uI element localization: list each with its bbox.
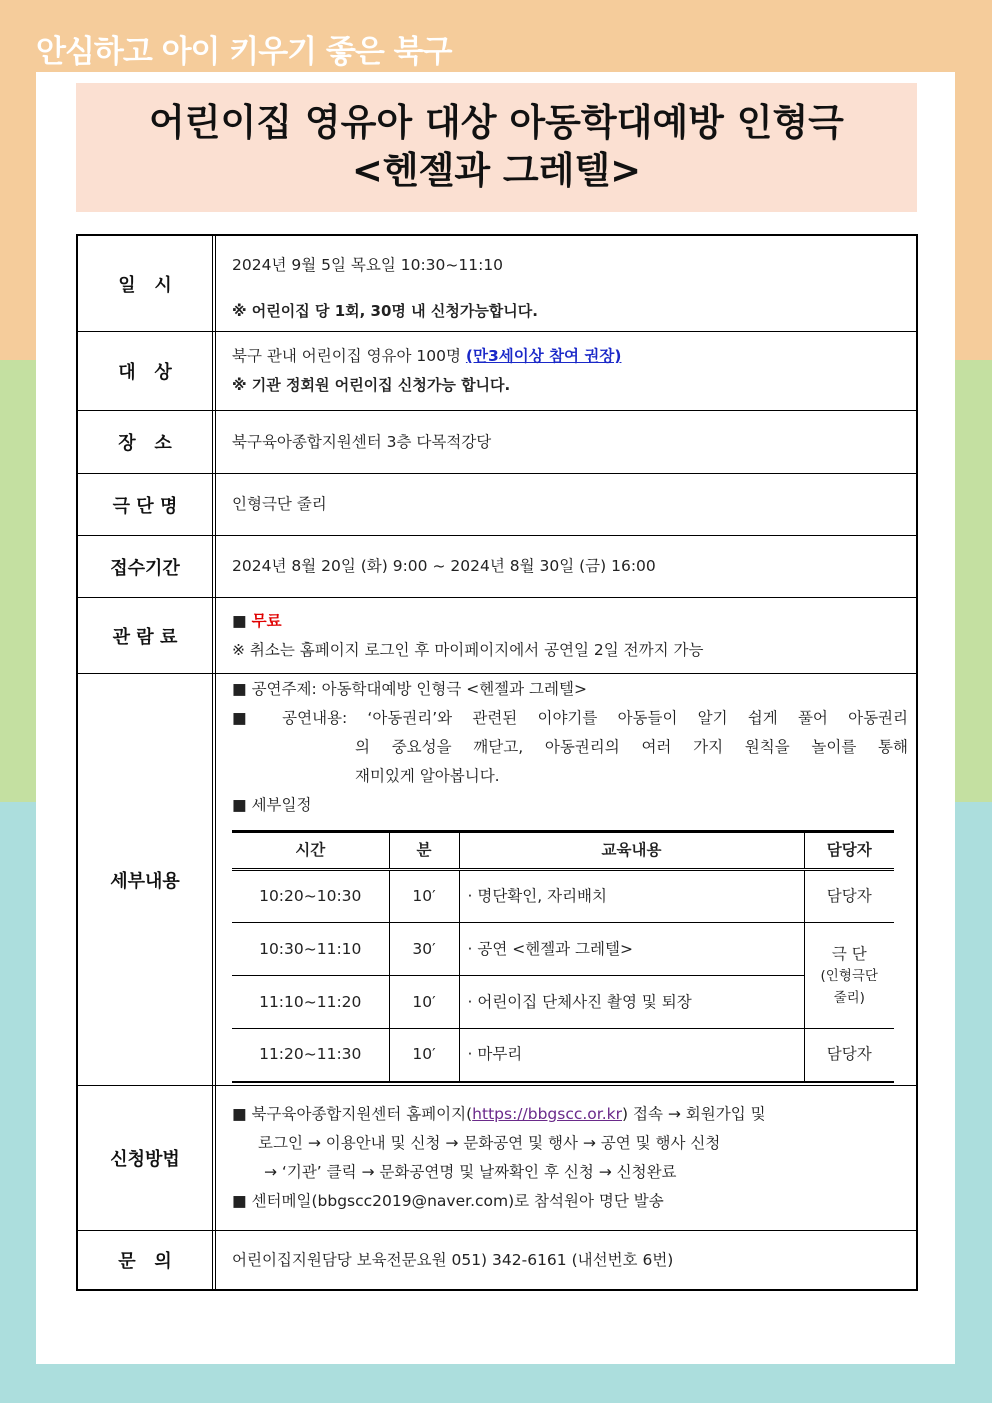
details-content-line3: 재미있게 알아봅니다. [355, 767, 500, 785]
header-content: 교육내용 [459, 832, 804, 870]
date-value: 2024년 9월 5일 목요일 10:30~11:10 [232, 256, 504, 274]
schedule-row [232, 870, 894, 923]
schedule-row [232, 976, 894, 1029]
header-staff: 담당자 [804, 832, 894, 870]
date-note: ※ 어린이집 당 1회, 30명 내 신청가능합니다. [232, 302, 538, 320]
schedule-time: 11:10~11:20 [232, 976, 389, 1029]
schedule-time: 10:30~11:10 [232, 923, 389, 976]
schedule-minutes: 10′ [389, 1029, 459, 1082]
staff-troupe-name-2: 줄리) [833, 989, 865, 1006]
schedule-staff: 담당자 [804, 1029, 894, 1082]
row-fee [78, 597, 916, 673]
row-contact [78, 1230, 916, 1289]
schedule-title: ■ 세부일정 [232, 796, 312, 814]
header-minutes: 분 [389, 832, 459, 870]
fee-free: 무료 [251, 611, 282, 630]
details-content-line2: 의 중요성을 깨닫고, 아동권리의 여러 가지 원칙을 놀이를 통해 [355, 738, 908, 756]
header-time: 시간 [232, 832, 389, 870]
label-period: 접수기간 [78, 536, 216, 597]
title-box [76, 83, 917, 212]
label-apply: 신청방법 [78, 1086, 216, 1230]
schedule-content: · 마무리 [459, 1029, 804, 1082]
period-value: 2024년 8월 20일 (화) 9:00 ~ 2024년 8월 30일 (금) 16:00 [232, 557, 656, 575]
fee-note: ※ 취소는 홈페이지 로그인 후 마이페이지에서 공연일 2일 전까지 가능 [232, 640, 704, 659]
schedule-row [232, 923, 894, 976]
apply-line1-pre: ■ 북구육아종합지원센터 홈페이지( [232, 1105, 473, 1123]
schedule-minutes: 10′ [389, 870, 459, 923]
row-period [78, 535, 916, 597]
schedule-time: 10:20~10:30 [232, 870, 389, 923]
row-details [78, 673, 916, 1085]
age-recommendation-link[interactable]: (만3세이상 참여 권장) [465, 347, 622, 365]
row-apply [78, 1085, 916, 1230]
schedule-staff: 담당자 [804, 870, 894, 923]
slogan: 안심하고 아이 키우기 좋은 북구 [36, 34, 452, 70]
schedule-staff-merged [804, 923, 894, 1029]
target-note: ※ 기관 정회원 어린이집 신청가능 합니다. [232, 376, 511, 394]
details-theme: ■ 공연주제: 아동학대예방 인형극 <헨젤과 그레텔> [232, 680, 587, 698]
staff-troupe-name-1: (인형극단 [820, 967, 878, 984]
square-bullet-icon: ■ [232, 611, 247, 630]
label-target: 대 상 [78, 332, 216, 410]
homepage-link[interactable]: https://bbgscc.or.kr [472, 1105, 623, 1123]
apply-line3: → ‘기관’ 클릭 → 문화공연명 및 날짜확인 후 신청 → 신청완료 [264, 1163, 677, 1181]
row-target [78, 331, 916, 410]
troupe-value: 인형극단 줄리 [232, 495, 327, 513]
label-contact: 문 의 [78, 1231, 216, 1289]
row-place [78, 410, 916, 473]
details-content-line1: ■ 공연내용: ‘아동권리’와 관련된 이야기를 아동들이 알기 쉽게 풀어 아동권리 [232, 709, 908, 727]
schedule-content: · 명단확인, 자리배치 [459, 870, 804, 923]
contact-value: 어린이집지원담당 보육전문요원 051) 342-6161 (내선번호 6번) [232, 1250, 674, 1269]
staff-troupe: 극 단 [831, 944, 867, 963]
apply-line4: ■ 센터메일(bbgscc2019@naver.com)로 참석원아 명단 발송 [232, 1192, 664, 1210]
target-text: 북구 관내 어린이집 영유아 100명 [232, 347, 461, 365]
label-troupe: 극 단 명 [78, 474, 216, 535]
schedule-minutes: 10′ [389, 976, 459, 1029]
schedule-table [232, 830, 894, 1083]
schedule-minutes: 30′ [389, 923, 459, 976]
apply-line1-post: ) 접속 → 회원가입 및 [622, 1105, 766, 1123]
apply-line2: 로그인 → 이용안내 및 신청 → 문화공연 및 행사 → 공연 및 행사 신청 [258, 1134, 721, 1152]
label-place: 장 소 [78, 411, 216, 473]
info-table [76, 234, 918, 1291]
schedule-time: 11:20~11:30 [232, 1029, 389, 1082]
schedule-content: · 어린이집 단체사진 촬영 및 퇴장 [459, 976, 804, 1029]
schedule-header-row [232, 832, 894, 870]
row-date [78, 236, 916, 331]
label-fee: 관 람 료 [78, 598, 216, 673]
label-details: 세부내용 [78, 674, 216, 1085]
target-value [232, 342, 902, 371]
schedule-content: · 공연 <헨젤과 그레텔> [459, 923, 804, 976]
fee-value [232, 607, 902, 636]
schedule-row [232, 1029, 894, 1082]
label-date: 일 시 [78, 236, 216, 331]
row-troupe [78, 473, 916, 535]
title-line-1: 어린이집 영유아 대상 아동학대예방 인형극 [149, 101, 844, 144]
title-line-2: <헨젤과 그레텔> [351, 149, 642, 192]
apply-line1 [232, 1100, 902, 1129]
place-value: 북구육아종합지원센터 3층 다목적강당 [232, 432, 492, 451]
